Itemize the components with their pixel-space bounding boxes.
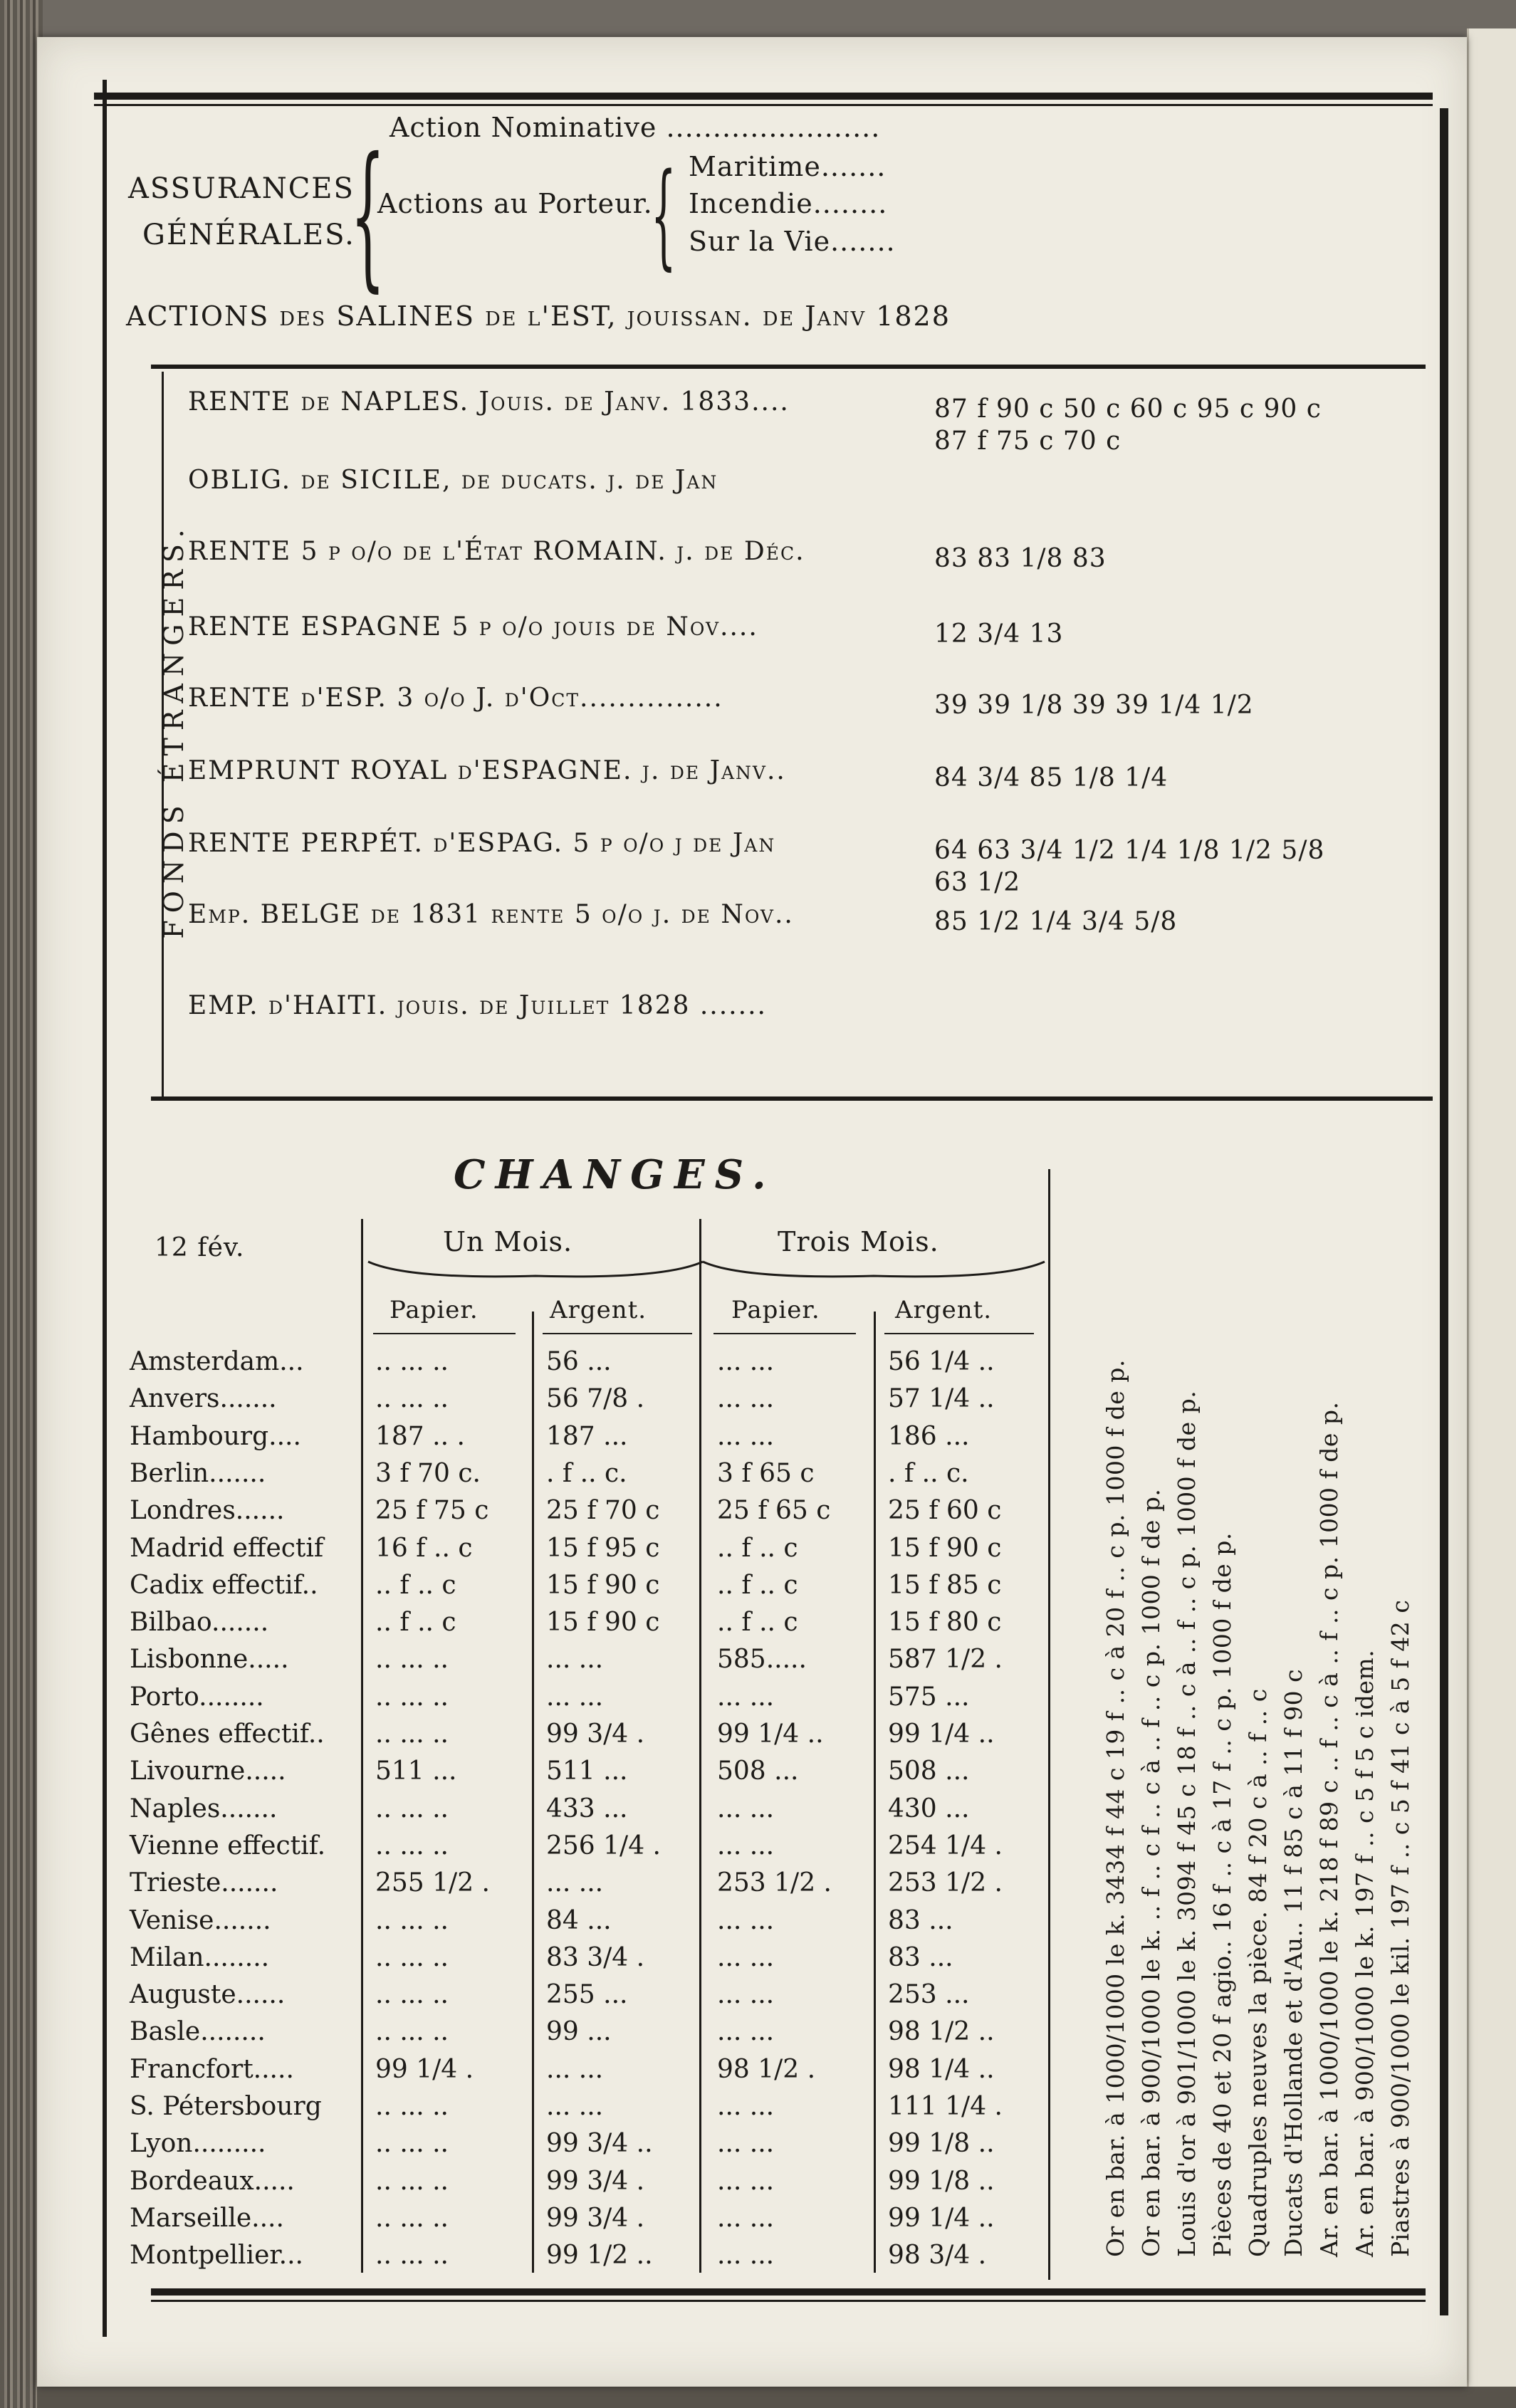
col-rule-b xyxy=(532,1312,534,2273)
right-frame-rule xyxy=(1440,108,1448,2315)
un-mois-argent: 99 3/4 .. xyxy=(546,2129,653,2158)
un-mois-papier: .. ... .. xyxy=(375,1719,449,1749)
trois-mois-papier: ... ... xyxy=(717,2241,775,2270)
trois-mois-argent: 99 1/4 .. xyxy=(888,2204,995,2233)
bottom-rule xyxy=(151,2288,1426,2296)
city-name: Bordeaux..... xyxy=(130,2167,295,2196)
trois-mois-argent: 99 1/4 .. xyxy=(888,1719,995,1749)
adjacent-page-edge xyxy=(1467,28,1516,2408)
city-name: Hambourg.... xyxy=(130,1422,301,1451)
trois-mois-argent: 587 1/2 . xyxy=(888,1645,1003,1674)
un-mois-argent: ... ... xyxy=(546,2055,604,2084)
foreign-fund-name: RENTE 5 p o/o de l'État ROMAIN. j. de Déc. xyxy=(188,537,805,566)
city-name: Naples....... xyxy=(130,1794,278,1823)
city-name: Trieste....... xyxy=(130,1868,278,1897)
trois-mois-argent: 99 1/8 .. xyxy=(888,2167,995,2196)
changes-title: CHANGES. xyxy=(454,1151,776,1198)
trois-mois-argent: 186 ... xyxy=(888,1422,970,1451)
city-name: Basle........ xyxy=(130,2017,266,2046)
un-mois-papier: 187 .. . xyxy=(375,1422,465,1451)
bottom-rule-thin xyxy=(151,2300,1426,2302)
foreign-fund-name: RENTE ESPAGNE 5 p o/o jouis de Nov.... xyxy=(188,612,758,642)
document-page xyxy=(37,37,1467,2387)
un-mois-papier: .. ... .. xyxy=(375,1794,449,1823)
foreign-fund-value: 12 3/4 13 xyxy=(934,619,1064,649)
trois-mois-papier: 508 ... xyxy=(717,1757,799,1786)
foreign-fund-name: RENTE d'ESP. 3 o/o J. d'Oct............... xyxy=(188,684,723,713)
foreign-fund-name: RENTE de NAPLES. Jouis. de Janv. 1833.... xyxy=(188,387,790,417)
trois-mois-argent: 83 ... xyxy=(888,1906,953,1935)
trois-mois-argent: 56 1/4 .. xyxy=(888,1347,995,1376)
trois-mois-brace xyxy=(699,1258,1048,1287)
trois-mois-papier: ... ... xyxy=(717,1422,775,1451)
trois-mois-papier: 98 1/2 . xyxy=(717,2055,816,2084)
un-mois-argent: 187 ... xyxy=(546,1422,628,1451)
header-underline-1 xyxy=(373,1333,516,1334)
book-binding xyxy=(0,0,43,2408)
insurance-label-line2: GÉNÉRALES. xyxy=(142,219,355,251)
un-mois-papier: .. ... .. xyxy=(375,1645,449,1674)
insurance-brace: { xyxy=(350,124,385,306)
foreign-fund-name: EMPRUNT ROYAL d'ESPAGNE. j. de Janv.. xyxy=(188,756,786,785)
header-underline-4 xyxy=(884,1333,1034,1334)
un-mois-argent: 511 ... xyxy=(546,1757,628,1786)
foreign-fund-value: 85 1/2 1/4 3/4 5/8 xyxy=(934,907,1178,936)
un-mois-papier: .. ... .. xyxy=(375,1943,449,1972)
city-name: Anvers....... xyxy=(130,1384,277,1413)
metal-price-line: Or en bar. à 900/1000 le k. .. f .. c f .. c à .. f .. c p. 1000 f de p. xyxy=(1137,1488,1165,2257)
col-rule-a xyxy=(361,1219,363,2273)
trois-mois-papier: ... ... xyxy=(717,2092,775,2121)
un-mois-argent: 433 ... xyxy=(546,1794,628,1823)
un-mois-papier: .. ... .. xyxy=(375,2241,449,2270)
trois-mois-argent: 15 f 80 c xyxy=(888,1608,1002,1637)
un-mois-argent: 99 1/2 .. xyxy=(546,2241,653,2270)
foreign-funds-vertical-label: FONDS ÉTRANGERS. xyxy=(158,522,189,939)
city-name: Berlin....... xyxy=(130,1459,266,1488)
metal-price-line: Louis d'or à 901/1000 le k. 3094 f 45 c 18 f .. c à .. f .. c p. 1000 f de p. xyxy=(1173,1390,1201,2257)
un-mois-argent: . f .. c. xyxy=(546,1459,627,1488)
city-name: Auguste...... xyxy=(130,1980,286,2009)
trois-mois-argent: 15 f 85 c xyxy=(888,1571,1002,1600)
page-bottom-edge xyxy=(37,2387,1516,2408)
trois-mois-papier: ... ... xyxy=(717,1347,775,1376)
trois-mois-papier: ... ... xyxy=(717,1943,775,1972)
papier-header-1: Papier. xyxy=(390,1296,479,1324)
metal-price-line: Or en bar. à 1000/1000 le k. 3434 f 44 c 19 f .. c à 20 f .. c p. 1000 f de p. xyxy=(1102,1359,1129,2257)
trois-mois-argent: 25 f 60 c xyxy=(888,1496,1002,1525)
changes-date: 12 fév. xyxy=(155,1233,245,1262)
argent-header-1: Argent. xyxy=(550,1296,647,1324)
trois-mois-argent: . f .. c. xyxy=(888,1459,969,1488)
un-mois-argent: 15 f 95 c xyxy=(546,1534,660,1563)
action-nominative: Action Nominative ....................... xyxy=(390,112,881,143)
un-mois-papier: .. ... .. xyxy=(375,1347,449,1376)
trois-mois-papier: ... ... xyxy=(717,1794,775,1823)
un-mois-argent: ... ... xyxy=(546,2092,604,2121)
city-name: Gênes effectif.. xyxy=(130,1719,325,1749)
trois-mois-papier: .. f .. c xyxy=(717,1534,798,1563)
un-mois-papier: .. f .. c xyxy=(375,1571,456,1600)
city-name: Londres...... xyxy=(130,1496,285,1525)
trois-mois-papier: ... ... xyxy=(717,1831,775,1860)
foreign-fund-value: 83 83 1/8 83 xyxy=(934,544,1107,573)
trois-mois-argent: 508 ... xyxy=(888,1757,970,1786)
trois-mois-argent: 99 1/8 .. xyxy=(888,2129,995,2158)
insurance-bottom-rule xyxy=(151,365,1426,369)
maritime: Maritime....... xyxy=(689,151,887,182)
foreign-fund-value: 39 39 1/8 39 39 1/4 1/2 xyxy=(934,691,1254,720)
city-name: Cadix effectif.. xyxy=(130,1571,318,1600)
foreign-fund-value-line2: 87 f 75 c 70 c xyxy=(934,426,1122,456)
un-mois-papier: .. ... .. xyxy=(375,2017,449,2046)
city-name: Lyon......... xyxy=(130,2129,266,2158)
trois-mois-argent: 83 ... xyxy=(888,1943,953,1972)
trois-mois-argent: 253 1/2 . xyxy=(888,1868,1003,1897)
un-mois-argent: 99 3/4 . xyxy=(546,2167,645,2196)
city-name: Amsterdam... xyxy=(130,1347,304,1376)
un-mois-argent: 99 3/4 . xyxy=(546,1719,645,1749)
top-rule-thin xyxy=(94,104,1433,106)
metal-price-line: Ducats d'Hollande et d'Au.. 11 f 85 c à 11 f 90 c xyxy=(1280,1668,1307,2257)
foreign-fund-value: 84 3/4 85 1/8 1/4 xyxy=(934,763,1169,792)
foreign-fund-value: 64 63 3/4 1/2 1/4 1/8 1/2 5/8 xyxy=(934,836,1325,865)
un-mois-argent: 99 3/4 . xyxy=(546,2204,645,2233)
trois-mois-argent: 430 ... xyxy=(888,1794,970,1823)
city-name: Madrid effectif xyxy=(130,1534,324,1563)
top-rule xyxy=(94,93,1433,100)
trois-mois-papier: .. f .. c xyxy=(717,1608,798,1637)
trois-mois-argent: 15 f 90 c xyxy=(888,1534,1002,1563)
insurance-label-line1: ASSURANCES xyxy=(128,172,355,205)
un-mois-papier: .. ... .. xyxy=(375,1831,449,1860)
un-mois-argent: 25 f 70 c xyxy=(546,1496,660,1525)
un-mois-papier: 25 f 75 c xyxy=(375,1496,489,1525)
un-mois-argent: 56 ... xyxy=(546,1347,612,1376)
trois-mois-argent: 111 1/4 . xyxy=(888,2092,1003,2121)
un-mois-argent: 255 ... xyxy=(546,1980,628,2009)
foreign-fund-value-line2: 63 1/2 xyxy=(934,868,1021,897)
un-mois-papier: 99 1/4 . xyxy=(375,2055,474,2084)
header-underline-2 xyxy=(543,1333,692,1334)
un-mois-papier: .. ... .. xyxy=(375,1980,449,2009)
trois-mois-papier: .. f .. c xyxy=(717,1571,798,1600)
foreign-fund-name: RENTE PERPÉT. d'ESPAG. 5 p o/o j de Jan xyxy=(188,829,776,858)
foreign-fund-name: EMP. d'HAITI. jouis. de Juillet 1828 ....... xyxy=(188,991,767,1020)
un-mois-argent: 15 f 90 c xyxy=(546,1571,660,1600)
city-name: S. Pétersbourg xyxy=(130,2092,322,2121)
un-mois-argent: 83 3/4 . xyxy=(546,1943,645,1972)
metal-price-line: Ar. en bar. à 1000/1000 le k. 218 f 89 c .. f .. c à .. f .. c p. 1000 f de p. xyxy=(1315,1401,1343,2257)
city-name: Lisbonne..... xyxy=(130,1645,289,1674)
un-mois-argent: ... ... xyxy=(546,1868,604,1897)
salines-line: ACTIONS des SALINES de l'EST, jouissan. de Janv 1828 xyxy=(126,300,951,332)
trois-mois-papier: ... ... xyxy=(717,2129,775,2158)
header-underline-3 xyxy=(713,1333,856,1334)
argent-header-3: Argent. xyxy=(895,1296,993,1324)
trois-mois-argent: 57 1/4 .. xyxy=(888,1384,995,1413)
city-name: Francfort..... xyxy=(130,2055,294,2084)
metal-price-line: Piastres à 900/1000 le kil. 197 f .. c 5 f 41 c à 5 f 42 c xyxy=(1386,1599,1414,2257)
incendie: Incendie........ xyxy=(689,188,888,219)
trois-mois-argent: 98 1/2 .. xyxy=(888,2017,995,2046)
trois-mois-papier: 253 1/2 . xyxy=(717,1868,832,1897)
city-name: Milan........ xyxy=(130,1943,270,1972)
trois-mois-papier: ... ... xyxy=(717,2167,775,2196)
city-name: Livourne..... xyxy=(130,1757,286,1786)
trois-mois-papier: 99 1/4 .. xyxy=(717,1719,824,1749)
foreign-bottom-rule xyxy=(151,1096,1433,1101)
city-name: Vienne effectif. xyxy=(130,1831,326,1860)
trois-mois-argent: 253 ... xyxy=(888,1980,970,2009)
un-mois-argent: ... ... xyxy=(546,1645,604,1674)
un-mois-papier: .. ... .. xyxy=(375,1384,449,1413)
trois-mois-papier: ... ... xyxy=(717,1980,775,2009)
city-name: Porto........ xyxy=(130,1682,264,1712)
trois-mois-argent: 98 3/4 . xyxy=(888,2241,987,2270)
un-mois-argent: 84 ... xyxy=(546,1906,612,1935)
un-mois-papier: .. ... .. xyxy=(375,2167,449,2196)
un-mois-papier: .. ... .. xyxy=(375,2129,449,2158)
un-mois-argent: 56 7/8 . xyxy=(546,1384,645,1413)
trois-mois-argent: 575 ... xyxy=(888,1682,970,1712)
foreign-fund-value: 87 f 90 c 50 c 60 c 95 c 90 c xyxy=(934,394,1322,424)
city-name: Venise....... xyxy=(130,1906,271,1935)
trois-mois-papier: 3 f 65 c xyxy=(717,1459,815,1488)
trois-mois-papier: 25 f 65 c xyxy=(717,1496,831,1525)
papier-header-3: Papier. xyxy=(731,1296,820,1324)
col-rule-e xyxy=(1048,1169,1050,2280)
trois-mois-papier: ... ... xyxy=(717,1906,775,1935)
trois-mois-papier: ... ... xyxy=(717,1384,775,1413)
un-mois-argent: 99 ... xyxy=(546,2017,612,2046)
col-rule-d xyxy=(874,1312,876,2273)
city-name: Marseille.... xyxy=(130,2204,284,2233)
col-rule-c xyxy=(699,1219,701,2273)
trois-mois-papier: 585..... xyxy=(717,1645,807,1674)
un-mois-papier: 511 ... xyxy=(375,1757,457,1786)
metal-price-line: Ar. en bar. à 900/1000 le k. 197 f .. c 5 f 5 c idem. xyxy=(1351,1649,1379,2257)
porteur-brace: { xyxy=(651,148,676,281)
metal-price-line: Quadruples neuves la pièce. 84 f 20 c à .. f .. c xyxy=(1244,1688,1272,2257)
un-mois-papier: 255 1/2 . xyxy=(375,1868,490,1897)
city-name: Bilbao....... xyxy=(130,1608,269,1637)
left-frame-rule xyxy=(103,80,107,2337)
un-mois-papier: .. ... .. xyxy=(375,2092,449,2121)
trois-mois-argent: 254 1/4 . xyxy=(888,1831,1003,1860)
un-mois-header: Un Mois. xyxy=(443,1226,573,1257)
trois-mois-papier: ... ... xyxy=(717,1682,775,1712)
un-mois-argent: ... ... xyxy=(546,1682,604,1712)
trois-mois-papier: ... ... xyxy=(717,2017,775,2046)
un-mois-papier: .. ... .. xyxy=(375,1682,449,1712)
sur-la-vie: Sur la Vie....... xyxy=(689,226,896,257)
trois-mois-header: Trois Mois. xyxy=(778,1226,939,1257)
trois-mois-papier: ... ... xyxy=(717,2204,775,2233)
city-name: Montpellier... xyxy=(130,2241,303,2270)
actions-porteur: Actions au Porteur. xyxy=(377,188,653,219)
un-mois-argent: 256 1/4 . xyxy=(546,1831,661,1860)
foreign-fund-name: Emp. BELGE de 1831 rente 5 o/o j. de Nov.. xyxy=(188,900,794,929)
un-mois-brace xyxy=(365,1258,706,1287)
un-mois-papier: .. ... .. xyxy=(375,2204,449,2233)
un-mois-papier: .. ... .. xyxy=(375,1906,449,1935)
un-mois-argent: 15 f 90 c xyxy=(546,1608,660,1637)
un-mois-papier: .. f .. c xyxy=(375,1608,456,1637)
trois-mois-argent: 98 1/4 .. xyxy=(888,2055,995,2084)
un-mois-papier: 16 f .. c xyxy=(375,1534,473,1563)
un-mois-papier: 3 f 70 c. xyxy=(375,1459,481,1488)
metal-price-line: Pièces de 40 et 20 f agio.. 16 f .. c à 17 f .. c p. 1000 f de p. xyxy=(1208,1532,1236,2257)
foreign-fund-name: OBLIG. de SICILE, de ducats. j. de Jan xyxy=(188,466,718,495)
